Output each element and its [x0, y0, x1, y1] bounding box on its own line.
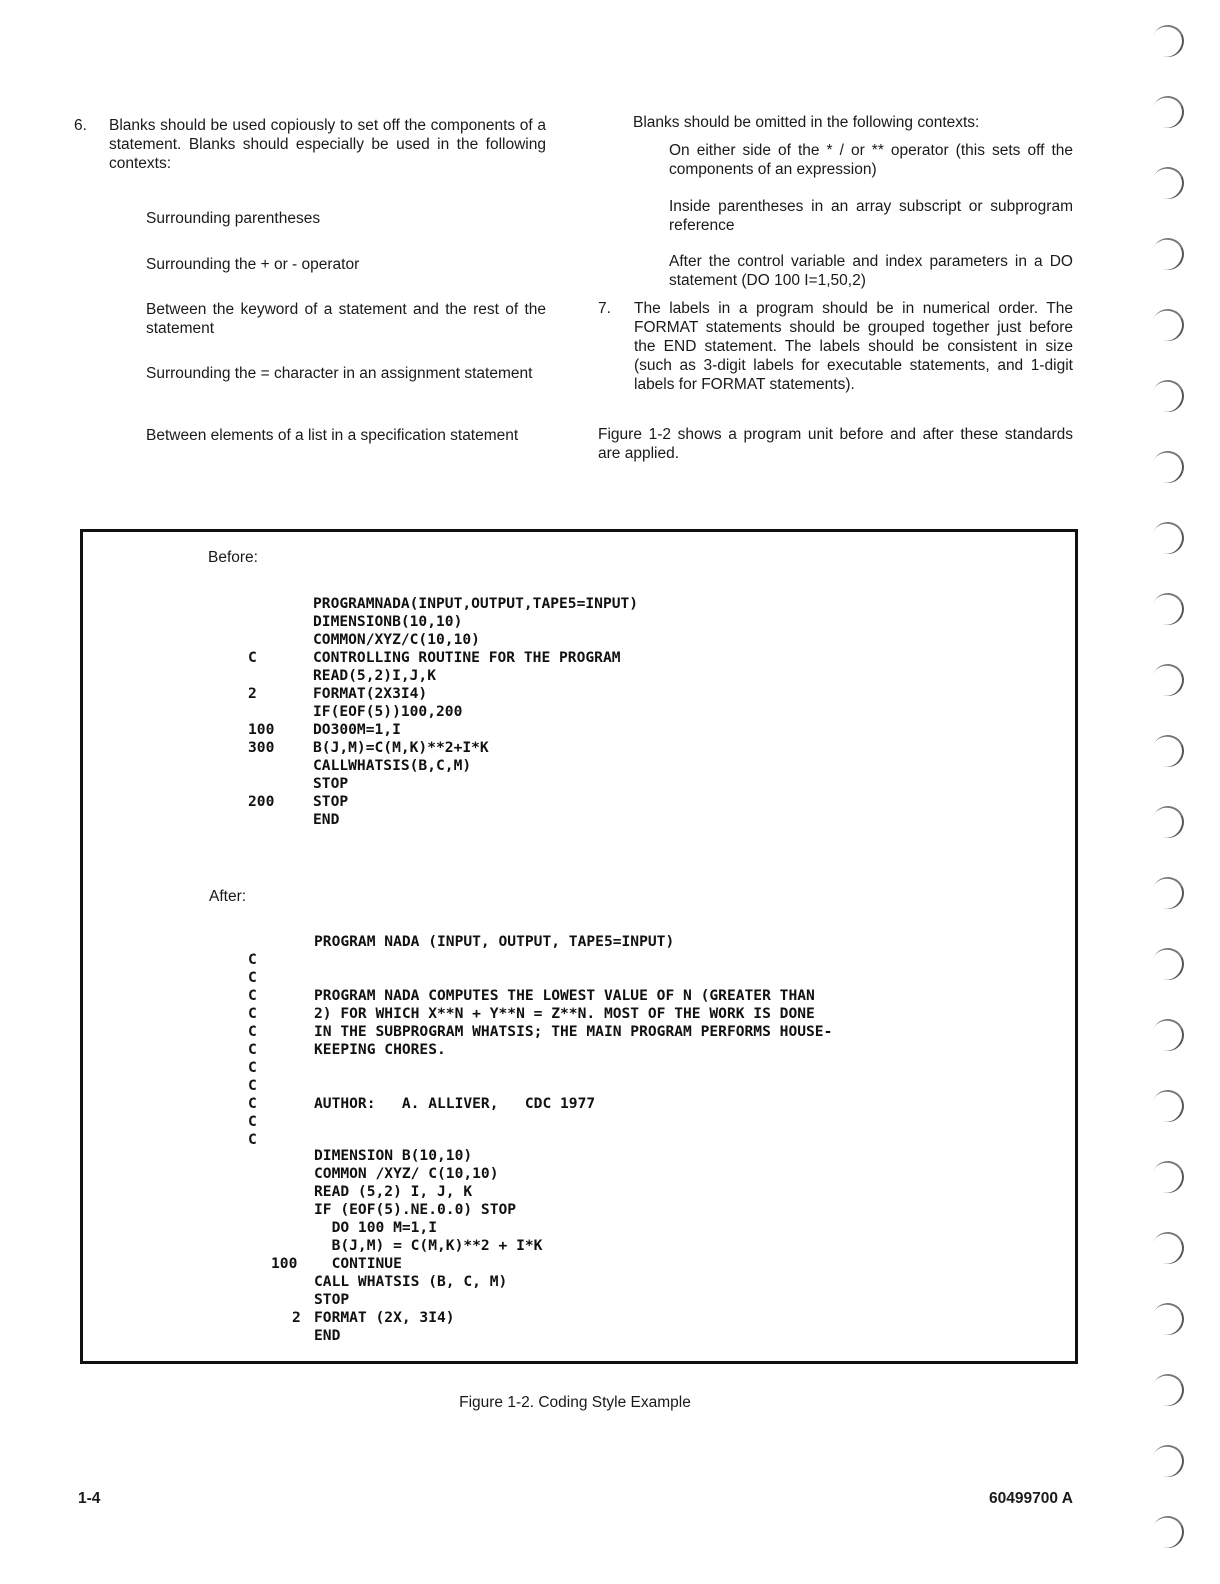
before-code-line: STOP	[313, 793, 349, 810]
figure-reference: Figure 1-2 shows a program unit before and after these standards are applied.	[598, 426, 1073, 462]
after-label-100: 100	[271, 1255, 298, 1272]
before-code-line: END	[313, 811, 340, 828]
item-7-text: The labels in a program should be in numerical order. The FORMAT statements should be grouped together just before the END statement. The labels should be consistent in size (such as 3-digit labels for executable statements, and 1-digit labels for FORMAT statements).	[634, 300, 1073, 393]
after-program-body: DIMENSION B(10,10) COMMON /XYZ/ C(10,10) READ (5,2) I, J, K IF (EOF(5).NE.0.0) STOP DO 100 M=1,I B(J,M) = C(M,K)**2 + I*K CONTINUE CALL WHATSIS (B, C, M) STOP FORMAT (2X, 3I4) END	[314, 1147, 543, 1344]
after-label: After:	[209, 888, 247, 905]
after-comment-block: PROGRAM NADA COMPUTES THE LOWEST VALUE OF N (GREATER THAN 2) FOR WHICH X**N + Y**N = Z**N. MOST OF THE WORK IS DONE IN THE SUBPROGRAM WHATSIS; THE MAIN PROGRAM PERFORMS HOUSE- KEEPING CHORES. AUTHOR: A. ALLIVER, CDC 1977	[314, 987, 833, 1112]
binding-hole	[1147, 446, 1188, 487]
after-label-2: 2	[292, 1309, 301, 1326]
binding-hole	[1147, 588, 1188, 629]
binding-hole	[1147, 375, 1188, 416]
binding-hole	[1147, 233, 1188, 274]
binding-hole	[1147, 943, 1188, 984]
before-code-line: COMMON/XYZ/C(10,10)	[313, 631, 480, 648]
before-code-line: DIMENSIONB(10,10)	[313, 613, 463, 630]
binding-hole	[1147, 304, 1188, 345]
document-number: 60499700 A	[989, 1490, 1073, 1507]
before-code-line: IF(EOF(5))100,200	[313, 703, 463, 720]
before-code-label: 300	[248, 739, 275, 756]
binding-hole	[1147, 1227, 1188, 1268]
context-plus-minus: Surrounding the + or - operator	[146, 256, 360, 273]
context-list: Between elements of a list in a specification statement	[146, 427, 519, 444]
context-assignment: Surrounding the = character in an assignment statement	[146, 365, 533, 382]
binding-hole	[1147, 1085, 1188, 1126]
binding-hole	[1147, 1014, 1188, 1055]
binding-hole	[1147, 1369, 1188, 1410]
after-comment-marks: C C C C C C C C C C C	[248, 951, 257, 1148]
before-code-line: PROGRAMNADA(INPUT,OUTPUT,TAPE5=INPUT)	[313, 595, 639, 612]
binding-hole	[1147, 20, 1188, 61]
binding-hole	[1147, 659, 1188, 700]
omit-intro: Blanks should be omitted in the following contexts:	[633, 114, 980, 131]
omit-operator: On either side of the * / or ** operator (this sets off the components of an expression)	[669, 142, 1073, 178]
binding-hole	[1147, 801, 1188, 842]
binding-hole	[1147, 91, 1188, 132]
item-7-number: 7.	[598, 300, 611, 317]
omit-do-statement: After the control variable and index parameters in a DO statement (DO 100 I=1,50,2)	[669, 253, 1073, 289]
binding-hole	[1147, 730, 1188, 771]
binding-hole	[1147, 1298, 1188, 1339]
figure-caption: Figure 1-2. Coding Style Example	[459, 1394, 691, 1411]
before-code-line: FORMAT(2X3I4)	[313, 685, 428, 702]
before-code-label: C	[248, 649, 257, 666]
page-number: 1-4	[78, 1490, 101, 1507]
before-code-label: 100	[248, 721, 275, 738]
binding-hole	[1147, 1440, 1188, 1481]
before-code-line: DO300M=1,I	[313, 721, 401, 738]
before-code-line: CONTROLLING ROUTINE FOR THE PROGRAM	[313, 649, 621, 666]
context-parentheses: Surrounding parentheses	[146, 210, 321, 227]
before-label: Before:	[208, 549, 258, 566]
binding-hole	[1147, 162, 1188, 203]
item-6-text: Blanks should be used copiously to set off the components of a statement. Blanks should especially be used in the following contexts:	[109, 117, 546, 172]
binding-hole	[1147, 517, 1188, 558]
before-code-line: READ(5,2)I,J,K	[313, 667, 437, 684]
binding-hole	[1147, 1511, 1188, 1552]
before-code-line: B(J,M)=C(M,K)**2+I*K	[313, 739, 489, 756]
context-keyword: Between the keyword of a statement and the rest of the statement	[146, 301, 546, 337]
after-program-header: PROGRAM NADA (INPUT, OUTPUT, TAPE5=INPUT)	[314, 933, 675, 950]
before-code-label: 2	[248, 685, 257, 702]
before-code-line: STOP	[313, 775, 349, 792]
binding-hole	[1147, 1156, 1188, 1197]
omit-subscript: Inside parentheses in an array subscript or subprogram reference	[669, 198, 1073, 234]
binding-hole	[1147, 872, 1188, 913]
before-code-line: CALLWHATSIS(B,C,M)	[313, 757, 472, 774]
item-6-number: 6.	[74, 117, 87, 134]
before-code-label: 200	[248, 793, 275, 810]
